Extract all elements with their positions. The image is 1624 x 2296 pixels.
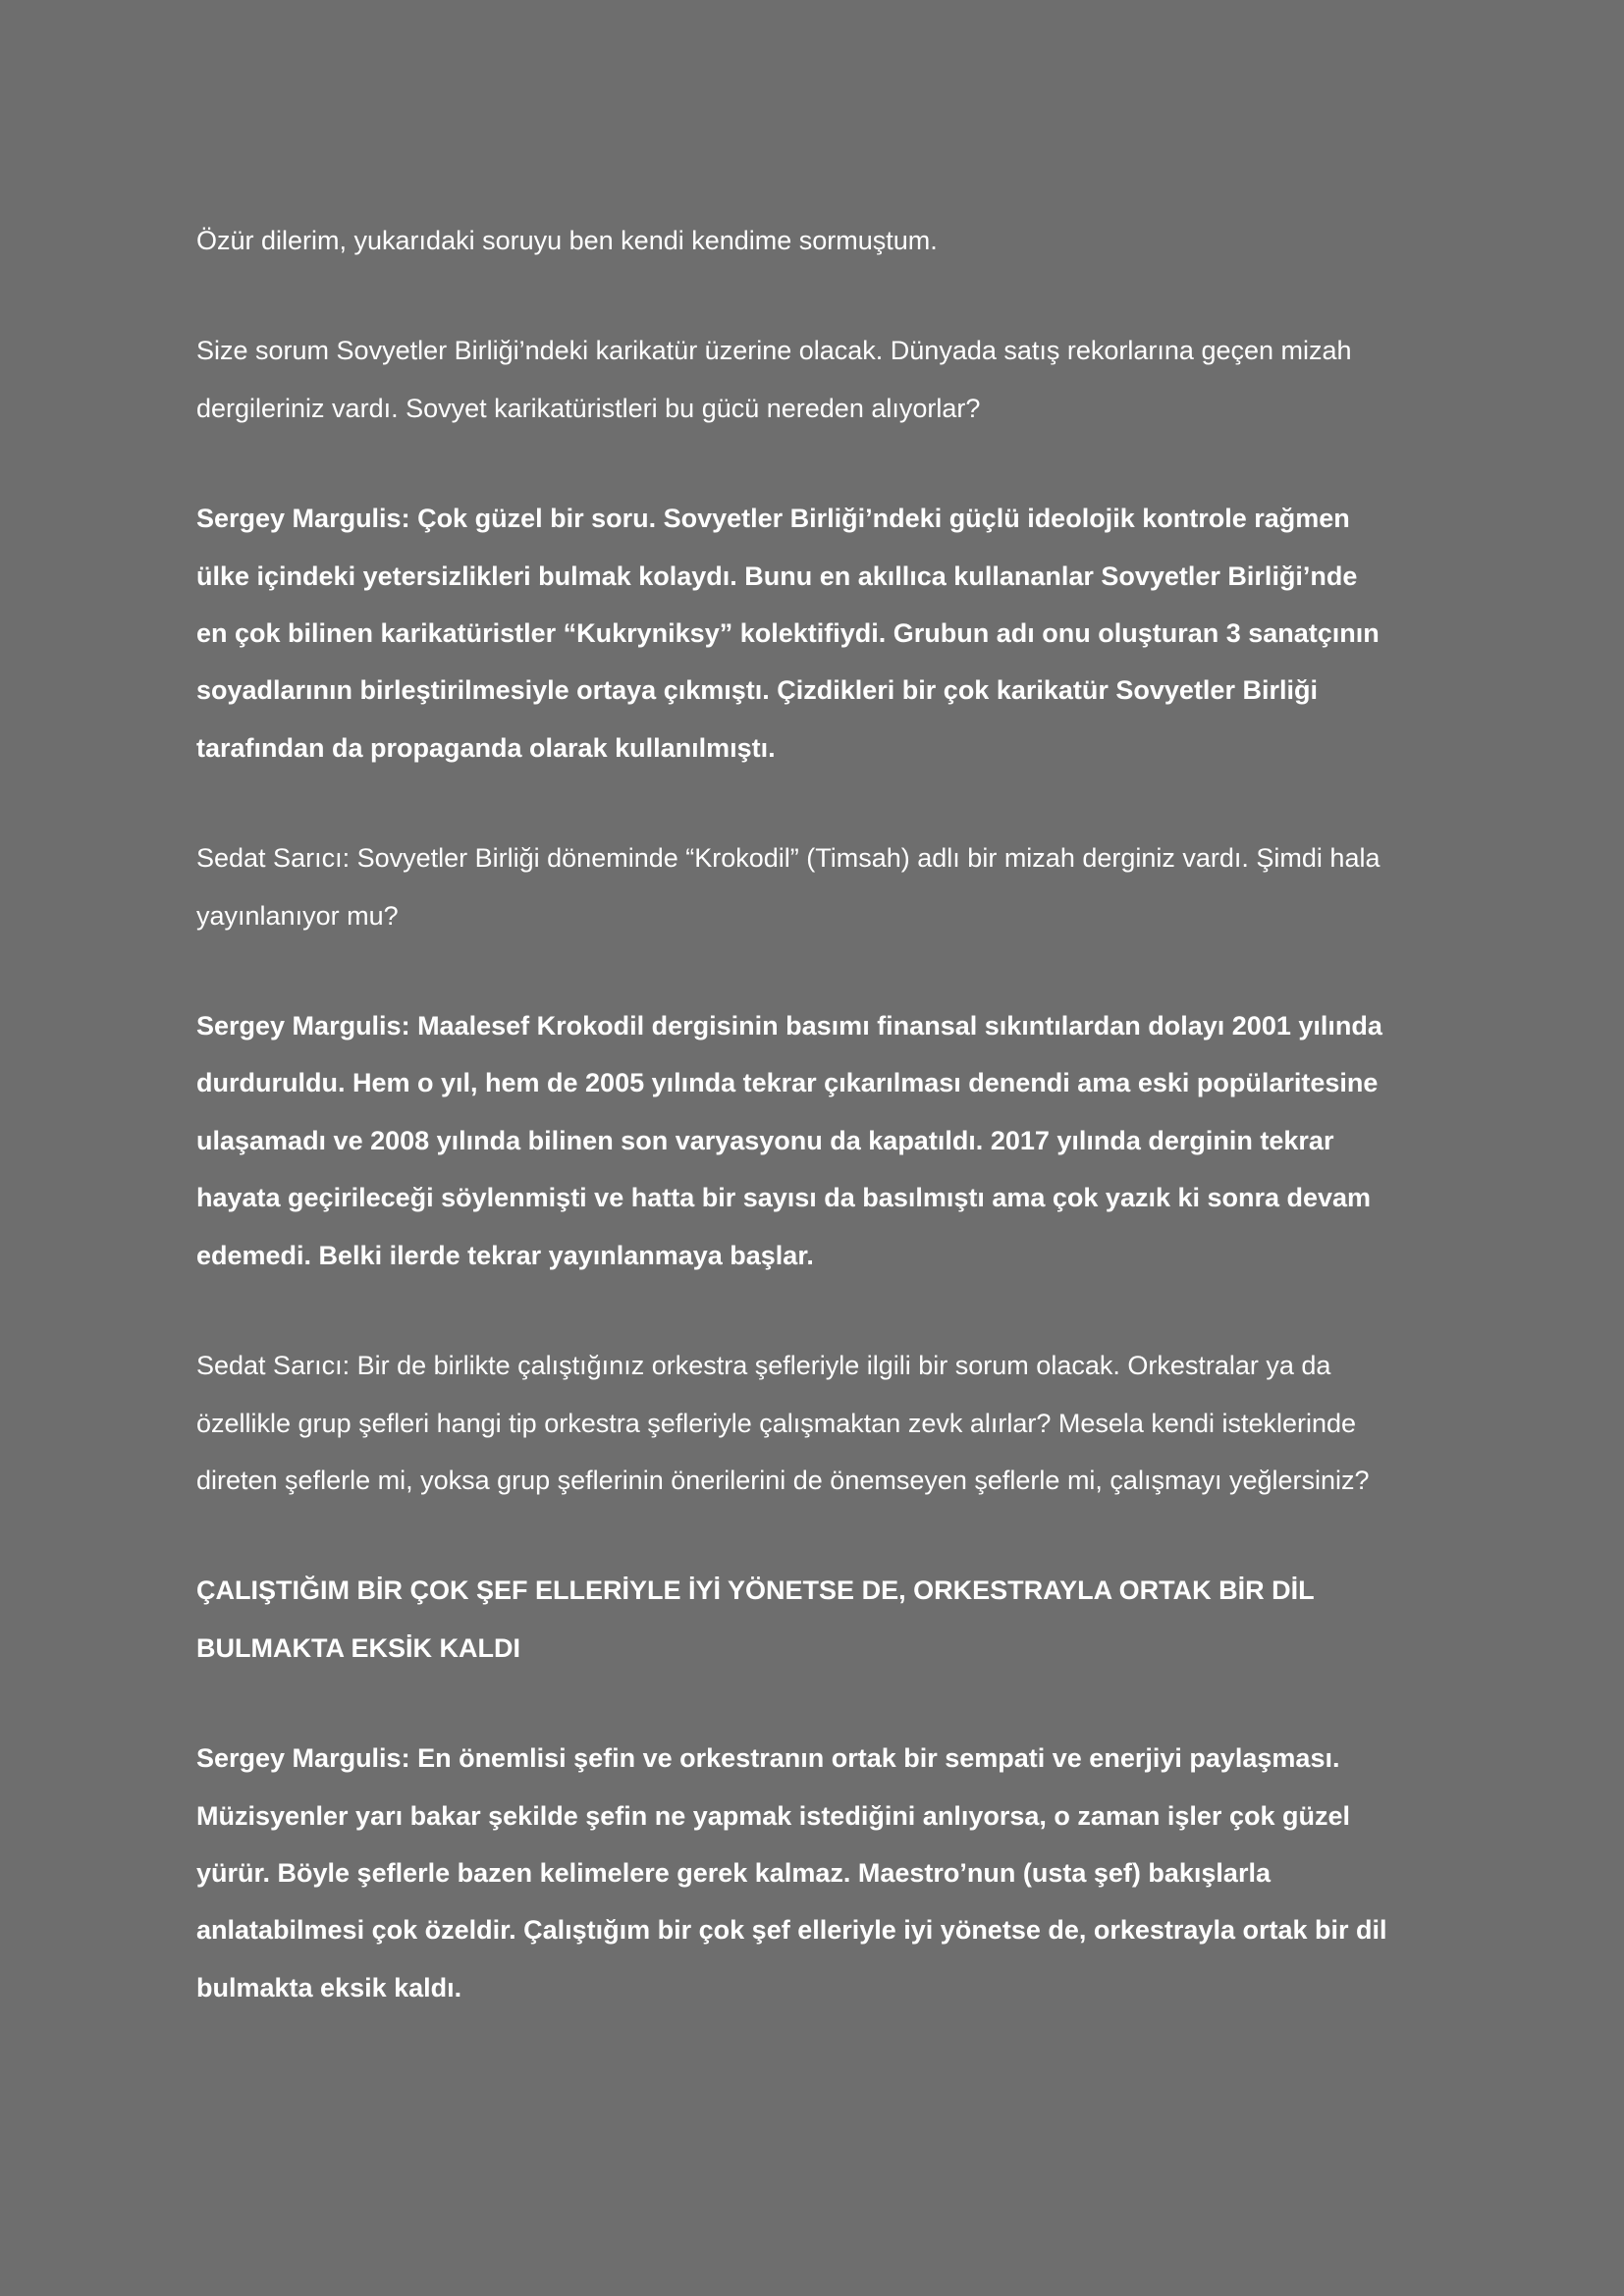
text-line: Sedat Sarıcı: Bir de birlikte çalıştığınız orkestra şefleriyle ilgili bir sorum olacak. Orkestralar ya da (196, 1351, 1331, 1381)
text-line: dergileriniz vardı. Sovyet karikatüristleri bu gücü nereden alıyorlar? (196, 393, 981, 423)
text-line: bulmakta eksik kaldı. (196, 1972, 462, 2002)
paragraph-gap (196, 269, 1443, 322)
text-line: ulaşamadı ve 2008 yılında bilinen son varyasyonu da kapatıldı. 2017 yılında derginin tekrar (196, 1125, 1334, 1155)
paragraph-gap (196, 1677, 1443, 1730)
paragraph-apology (196, 212, 1443, 269)
text-line: yayınlanıyor mu? (196, 900, 399, 931)
section-heading (196, 1562, 1443, 1677)
text-line: yürür. Böyle şeflerle bazen kelimelere gerek kalmaz. Maestro’nun (usta şef) bakışlarla (196, 1857, 1271, 1888)
text-line: durduruldu. Hem o yıl, hem de 2005 yılında tekrar çıkarılması denendi ama eski popülaritesine (196, 1068, 1379, 1098)
text-line: anlatabilmesi çok özeldir. Çalıştığım bir çok şef elleriyle iyi yönetse de, orkestrayla ortak bir dil (196, 1915, 1387, 1946)
text-line: özellikle grup şefleri hangi tip orkestra şefleriyle çalışmaktan zevk alırlar? Mesela kendi isteklerinde (196, 1408, 1357, 1438)
text-line: Müzisyenler yarı bakar şekilde şefin ne yapmak istediğini anlıyorsa, o zaman işler çok güzel (196, 1800, 1350, 1831)
paragraph-gap (196, 1284, 1443, 1337)
text-line: ÇALIŞTIĞIM BİR ÇOK ŞEF ELLERİYLE İYİ YÖNETSE DE, ORKESTRAYLA ORTAK BİR DİL (196, 1575, 1315, 1606)
paragraph-answer-krokodil (196, 997, 1443, 1284)
paragraph-question-conductors (196, 1337, 1443, 1509)
paragraph-answer-caricature (196, 490, 1443, 776)
text-line: tarafından da propaganda olarak kullanılmıştı. (196, 732, 776, 763)
paragraph-gap (196, 776, 1443, 829)
text-line: Sergey Margulis: Çok güzel bir soru. Sovyetler Birliği’ndeki güçlü ideolojik kontrole rağmen (196, 504, 1350, 534)
text-line: ülke içindeki yetersizlikleri bulmak kolaydı. Bunu en akıllıca kullananlar Sovyetler Birliği’nde (196, 561, 1358, 591)
paragraph-gap (196, 437, 1443, 490)
paragraph-answer-conductors (196, 1730, 1443, 2016)
text-line: direten şeflerle mi, yoksa grup şeflerinin önerilerini de önemseyen şeflerle mi, çalışmayı yeğlersiniz? (196, 1465, 1370, 1495)
text-line: BULMAKTA EKSİK KALDI (196, 1632, 520, 1663)
paragraph-question-caricature (196, 322, 1443, 437)
text-line: Özür dilerim, yukarıdaki soruyu ben kendi kendime sormuştum. (196, 226, 938, 255)
paragraph-gap (196, 1509, 1443, 1562)
text-line: soyadlarının birleştirilmesiyle ortaya çıkmıştı. Çizdikleri bir çok karikatür Sovyetler Birliği (196, 675, 1318, 706)
text-line: Sergey Margulis: En önemlisi şefin ve orkestranın ortak bir sempati ve enerjiyi paylaşması. (196, 1743, 1340, 1774)
paragraph-gap (196, 944, 1443, 997)
text-line: Size sorum Sovyetler Birliği’ndeki karikatür üzerine olacak. Dünyada satış rekorlarına geçen mizah (196, 336, 1352, 366)
paragraph-question-krokodil (196, 829, 1443, 944)
text-line: hayata geçirileceği söylenmişti ve hatta bir sayısı da basılmıştı ama çok yazık ki sonra devam (196, 1183, 1372, 1213)
text-line: Sergey Margulis: Maalesef Krokodil dergisinin basımı finansal sıkıntılardan dolayı 2001 yılında (196, 1011, 1382, 1041)
text-line: Sedat Sarıcı: Sovyetler Birliği döneminde “Krokodil” (Timsah) adlı bir mizah derginiz vardı. Şimdi hala (196, 843, 1380, 874)
text-line: en çok bilinen karikatüristler “Kukryniksy” kolektifiydi. Grubun adı onu oluşturan 3 sanatçının (196, 618, 1380, 649)
text-line: edemedi. Belki ilerde tekrar yayınlanmaya başlar. (196, 1240, 814, 1270)
document-page (196, 212, 1443, 2016)
